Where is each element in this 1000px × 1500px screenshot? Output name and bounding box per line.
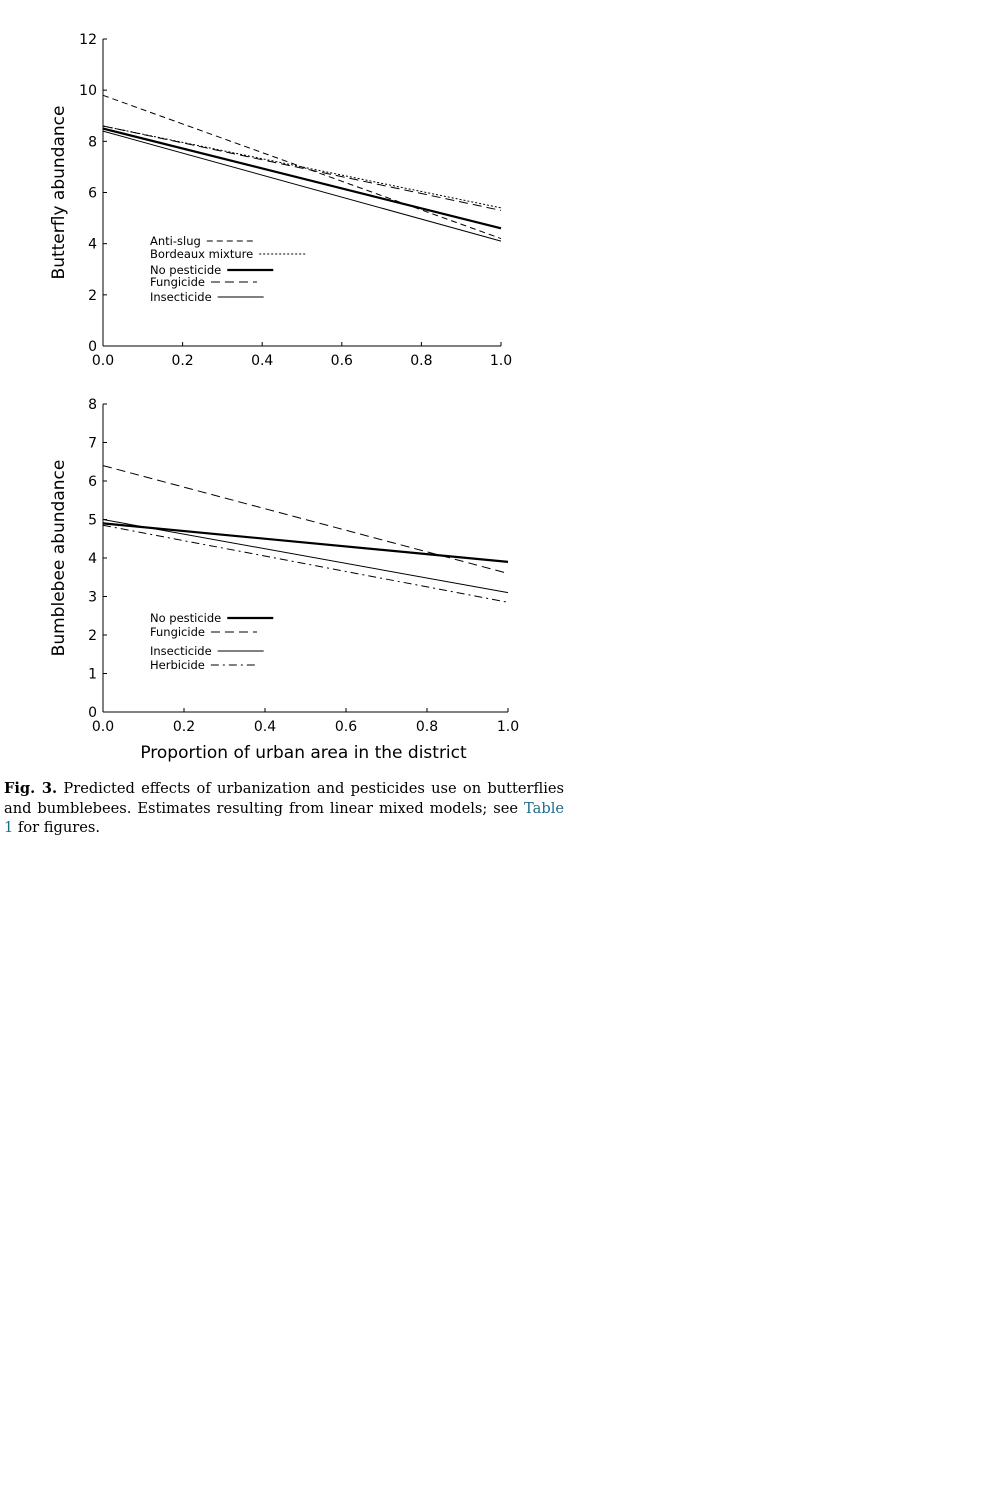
- table-1-link[interactable]: Table 1: [4, 799, 564, 836]
- x-tick-label: 0.4: [253, 719, 277, 735]
- series-line-no-pesticide: [103, 129, 501, 229]
- legend-label-fungicide: Fungicide: [150, 275, 205, 289]
- x-tick-label: 0.4: [251, 353, 274, 369]
- legend: [150, 234, 307, 304]
- y-tick-label: 6: [88, 474, 97, 490]
- x-tick-label: 0.6: [330, 353, 353, 369]
- x-tick-label: 0.8: [410, 353, 433, 369]
- x-tick-label: 0.8: [415, 719, 439, 735]
- x-tick-label: 0.2: [171, 353, 194, 369]
- legend-label-no-pesticide: No pesticide: [150, 263, 222, 277]
- caption-text: Predicted effects of urbanization and pesticides use on butterflies and bumblebees. Estimates resulting from linear mixed models; see: [4, 780, 564, 817]
- y-tick-label: 0: [88, 705, 97, 721]
- x-tick-label: 0.6: [334, 719, 358, 735]
- series-line-herbicide: [103, 525, 508, 602]
- figure-label: Fig. 3.: [4, 780, 58, 797]
- series-line-fungicide: [103, 126, 501, 210]
- y-tick-label: 3: [88, 589, 97, 606]
- legend-label-anti-slug: Anti-slug: [150, 234, 201, 248]
- y-tick-label: 7: [88, 435, 97, 452]
- y-tick-label: 4: [88, 236, 97, 253]
- legend-label-no-pesticide: No pesticide: [150, 611, 222, 625]
- x-tick-label: 1.0: [489, 353, 513, 369]
- x-axis-title: Proportion of urban area in the district: [140, 743, 467, 763]
- y-axis-title: Bumblebee abundance: [49, 459, 69, 657]
- y-tick-label: 10: [79, 83, 97, 100]
- y-axis-title: Butterfly abundance: [49, 105, 69, 280]
- y-tick-label: 5: [88, 512, 97, 529]
- series-line-anti-slug: [103, 95, 501, 238]
- x-tick-label: 0.2: [172, 719, 196, 735]
- legend-label-insecticide: Insecticide: [150, 644, 212, 658]
- figure-caption: [4, 779, 564, 838]
- bumblebee-panel: [49, 397, 519, 763]
- y-tick-label: 2: [88, 628, 97, 644]
- caption-text-end: for figures.: [13, 819, 100, 836]
- butterfly-panel: [49, 32, 512, 369]
- x-tick-label: 0.0: [91, 353, 115, 369]
- series-line-fungicide: [103, 466, 508, 574]
- legend-label-fungicide: Fungicide: [150, 625, 205, 639]
- y-tick-label: 0: [88, 339, 97, 355]
- y-tick-label: 6: [88, 185, 97, 202]
- legend-label-herbicide: Herbicide: [150, 658, 205, 672]
- y-tick-label: 2: [88, 287, 97, 304]
- y-tick-label: 8: [88, 397, 97, 413]
- series-line-insecticide: [103, 131, 501, 241]
- legend-label-bordeaux-mixture: Bordeaux mixture: [150, 247, 254, 261]
- legend-label-insecticide: Insecticide: [150, 290, 212, 304]
- y-tick-label: 12: [79, 32, 97, 48]
- x-tick-label: 1.0: [496, 719, 520, 735]
- y-tick-label: 4: [88, 551, 97, 567]
- y-tick-label: 8: [88, 134, 97, 151]
- x-tick-label: 0.0: [91, 719, 115, 735]
- y-tick-label: 1: [88, 666, 97, 683]
- legend: [150, 611, 273, 672]
